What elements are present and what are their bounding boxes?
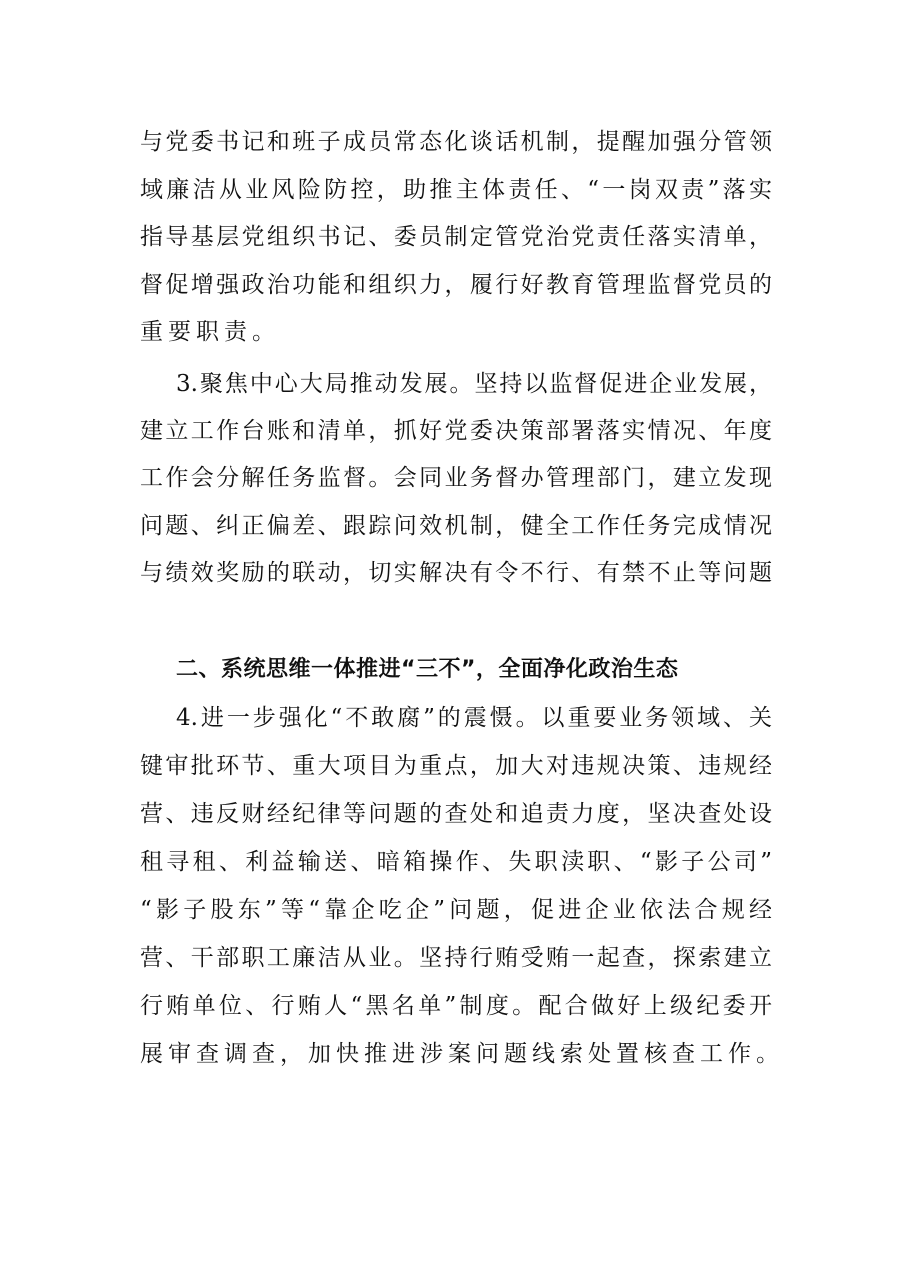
paragraph-line: 展审查调查，加快推进涉案问题线索处置核查工作。 [140,1041,784,1067]
section-heading: 二、系统思维一体推进“三不”，全面净化政治生态 [176,657,679,682]
paragraph-line: 重要职责。 [140,319,280,345]
paragraph-line: “影子股东”等“靠企吃企”问题，促进企业依法合规经 [140,897,772,923]
paragraph-line: 4.进一步强化“不敢腐”的震慑。以重要业务领域、关 [176,705,772,731]
paragraph-line: 租寻租、利益输送、暗箱操作、失职渎职、“影子公司” [140,849,772,875]
paragraph-line: 指导基层党组织书记、委员制定管党治党责任落实清单， [140,224,772,250]
paragraph-line: 营、违反财经纪律等问题的查处和追责力度，坚决查处设 [140,801,772,827]
paragraph-line: 与党委书记和班子成员常态化谈话机制，提醒加强分管领 [140,129,772,155]
paragraph-line: 营、干部职工廉洁从业。坚持行贿受贿一起查，探索建立 [140,945,772,971]
paragraph-line: 建立工作台账和清单，抓好党委决策部署落实情况、年度 [140,418,772,444]
paragraph-line: 与绩效奖励的联动，切实解决有令不行、有禁不止等问题 [140,560,772,586]
paragraph-line: 工作会分解任务监督。会同业务督办管理部门，建立发现 [140,465,772,491]
paragraph-line: 3.聚焦中心大局推动发展。坚持以监督促进企业发展， [176,371,772,397]
paragraph-line: 行贿单位、行贿人“黑名单”制度。配合做好上级纪委开 [140,993,772,1019]
paragraph-line: 键审批环节、重大项目为重点，加大对违规决策、违规经 [140,753,772,779]
paragraph-line: 问题、纠正偏差、跟踪问效机制，健全工作任务完成情况 [140,513,772,539]
paragraph-line: 域廉洁从业风险防控，助推主体责任、“一岗双责”落实 [140,177,772,203]
paragraph-line: 督促增强政治功能和组织力，履行好教育管理监督党员的 [140,272,772,298]
